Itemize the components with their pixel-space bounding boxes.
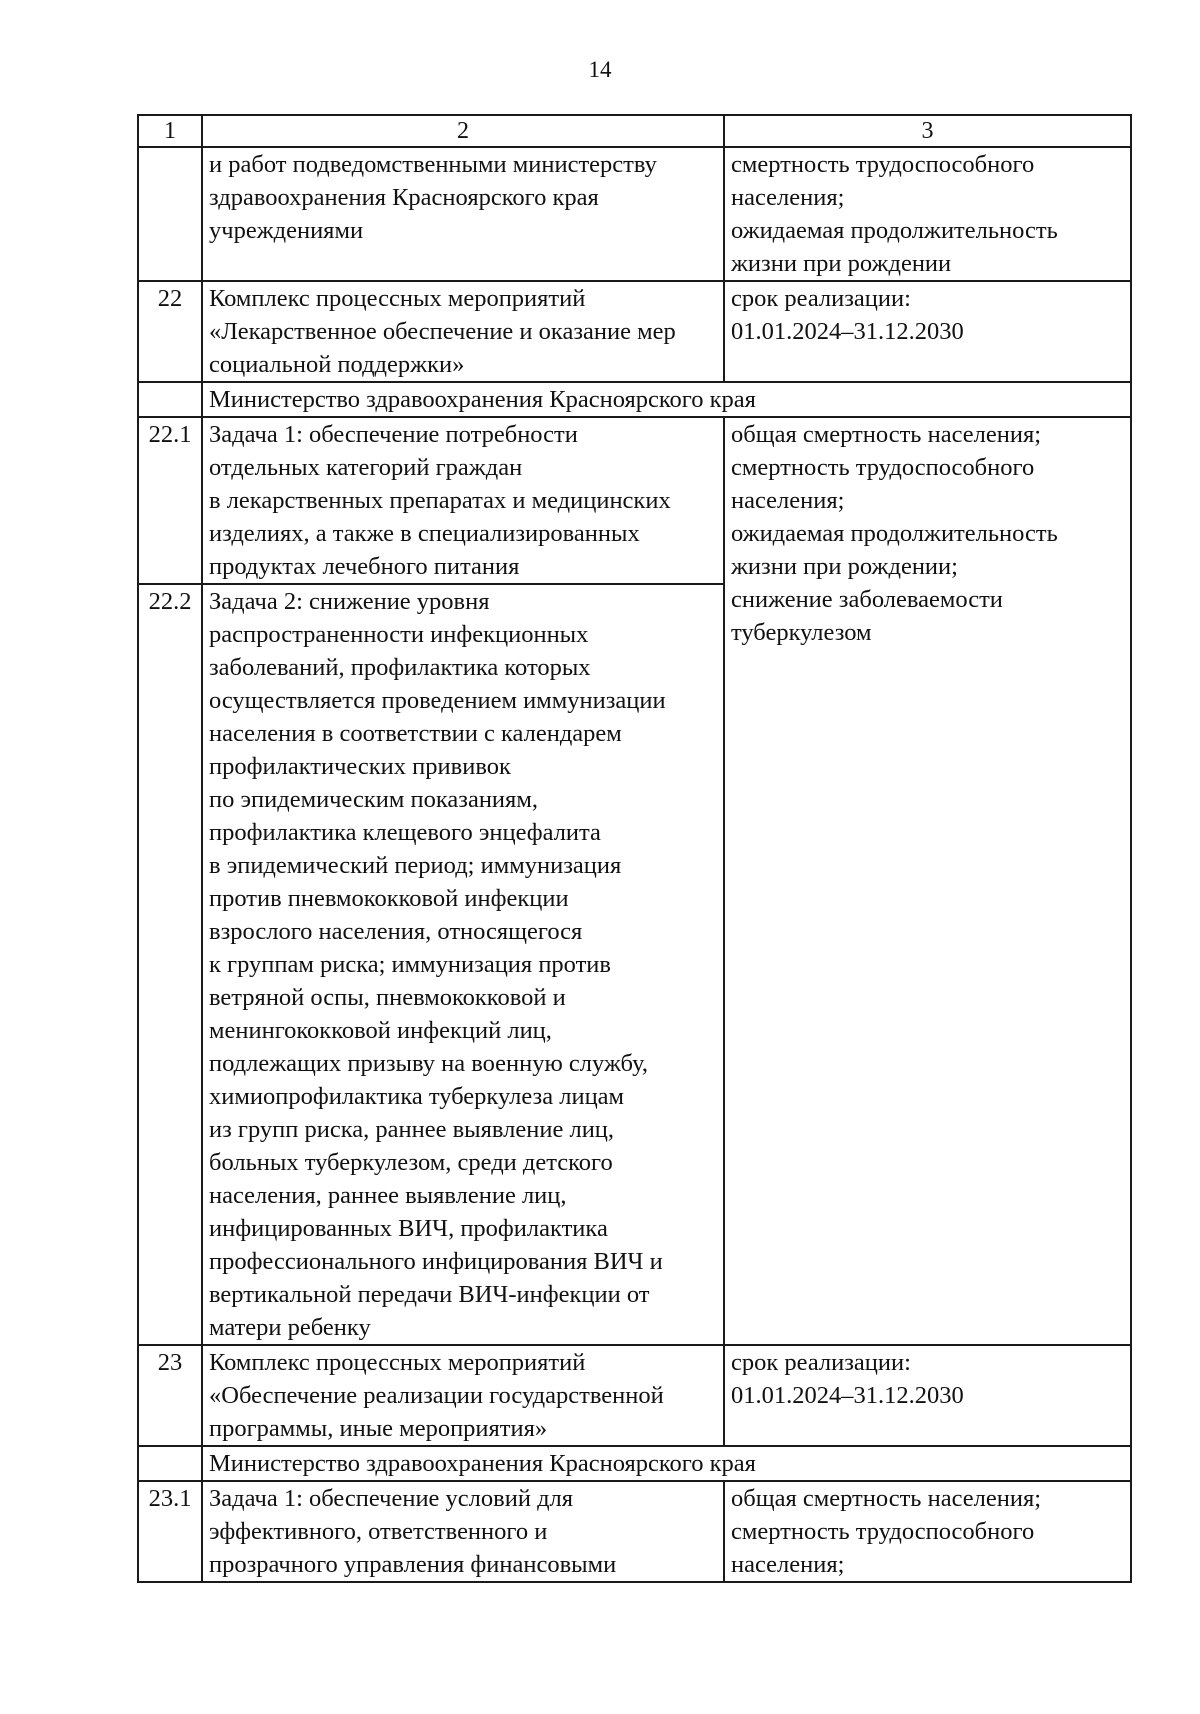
row-indicators (724, 1481, 1131, 1582)
text-line: химиопрофилактика туберкулеза лицам (209, 1083, 625, 1110)
text-line: здравоохранения Красноярского края (209, 184, 599, 211)
text-line: профессионального инфицирования ВИЧ и (209, 1248, 663, 1275)
text-line: из групп риска, раннее выявление лиц, (209, 1116, 615, 1143)
text-line: Комплекс процессных мероприятий (209, 1349, 586, 1376)
table-row-ministry-22 (138, 382, 1131, 417)
row-description (202, 1345, 724, 1446)
text-line: населения, раннее выявление лиц, (209, 1182, 567, 1209)
table-row-23 (138, 1345, 1131, 1446)
row-indicators (724, 147, 1131, 281)
row-indicators (724, 1345, 1131, 1446)
text-line: изделиях, а также в специализированных (209, 520, 640, 547)
text-line: профилактика клещевого энцефалита (209, 819, 601, 846)
row-description (202, 417, 724, 584)
row-number: 22.2 (138, 584, 202, 1345)
measures-table (137, 114, 1132, 1583)
row-number: 23.1 (138, 1481, 202, 1582)
table-header-row (138, 115, 1131, 147)
text-line: Комплекс процессных мероприятий (209, 285, 586, 312)
row-description (202, 281, 724, 382)
row-number: 22.1 (138, 417, 202, 584)
text-line: заболеваний, профилактика которых (209, 654, 591, 681)
text-line: смертность трудоспособного (731, 454, 1035, 481)
text-line: общая смертность населения; (731, 421, 1042, 448)
text-line: смертность трудоспособного (731, 1518, 1035, 1545)
row-description (202, 1481, 724, 1582)
text-line: «Обеспечение реализации государственной (209, 1382, 664, 1409)
row-number (138, 147, 202, 281)
text-line: 01.01.2024–31.12.2030 (731, 318, 964, 345)
text-line: ожидаемая продолжительность (731, 217, 1058, 244)
text-line: населения; (731, 184, 845, 211)
text-line: подлежащих призыву на военную службу, (209, 1050, 649, 1077)
text-line: снижение заболеваемости (731, 586, 1003, 613)
header-col-2: 2 (202, 115, 724, 147)
text-line: осуществляется проведением иммунизации (209, 687, 666, 714)
text-line: жизни при рождении; (731, 553, 958, 580)
text-line: Задача 1: обеспечение условий для (209, 1485, 574, 1512)
text-line: инфицированных ВИЧ, профилактика (209, 1215, 608, 1242)
text-line: срок реализации: (731, 1349, 911, 1376)
row-number: 23 (138, 1345, 202, 1446)
text-line: населения в соответствии с календарем (209, 720, 622, 747)
table-row-ministry-23 (138, 1446, 1131, 1481)
text-line: смертность трудоспособного (731, 151, 1035, 178)
text-line: населения; (731, 1551, 845, 1578)
row-indicators (724, 281, 1131, 382)
text-line: к группам риска; иммунизация против (209, 951, 611, 978)
ministry-label: Министерство здравоохранения Красноярского края (202, 1446, 1131, 1481)
text-line: Задача 2: снижение уровня (209, 588, 490, 615)
text-line: ожидаемая продолжительность (731, 520, 1058, 547)
text-line: по эпидемическим показаниям, (209, 786, 538, 813)
row-indicators-shared (724, 417, 1131, 1345)
text-line: «Лекарственное обеспечение и оказание мер (209, 318, 676, 345)
text-line: ветряной оспы, пневмококковой и (209, 984, 566, 1011)
text-line: вертикальной передачи ВИЧ-инфекции от (209, 1281, 650, 1308)
text-line: срок реализации: (731, 285, 911, 312)
text-line: профилактических прививок (209, 753, 511, 780)
ministry-label: Министерство здравоохранения Красноярского края (202, 382, 1131, 417)
text-line: социальной поддержки» (209, 351, 465, 378)
text-line: распространенности инфекционных (209, 621, 589, 648)
header-col-3: 3 (724, 115, 1131, 147)
table-row-22 (138, 281, 1131, 382)
text-line: 01.01.2024–31.12.2030 (731, 1382, 964, 1409)
text-line: матери ребенку (209, 1314, 371, 1341)
text-line: взрослого населения, относящегося (209, 918, 583, 945)
text-line: прозрачного управления финансовыми (209, 1551, 617, 1578)
table-row-23-1 (138, 1481, 1131, 1582)
text-line: отдельных категорий граждан (209, 454, 523, 481)
header-col-1: 1 (138, 115, 202, 147)
text-line: жизни при рождении (731, 250, 952, 277)
text-line: против пневмококковой инфекции (209, 885, 569, 912)
text-line: эффективного, ответственного и (209, 1518, 548, 1545)
table-row-22-1 (138, 417, 1131, 584)
row-description (202, 147, 724, 281)
text-line: менингококковой инфекций лиц, (209, 1017, 552, 1044)
page-number: 14 (588, 57, 612, 82)
text-line: учреждениями (209, 217, 364, 244)
text-line: в эпидемический период; иммунизация (209, 852, 622, 879)
text-line: населения; (731, 487, 845, 514)
row-description (202, 584, 724, 1345)
row-number: 22 (138, 281, 202, 382)
text-line: больных туберкулезом, среди детского (209, 1149, 613, 1176)
table-row-continuation (138, 147, 1131, 281)
text-line: и работ подведомственными министерству (209, 151, 657, 178)
text-line: Задача 1: обеспечение потребности (209, 421, 578, 448)
text-line: программы, иные мероприятия» (209, 1415, 548, 1442)
text-line: в лекарственных препаратах и медицинских (209, 487, 671, 514)
text-line: общая смертность населения; (731, 1485, 1042, 1512)
text-line: туберкулезом (731, 619, 872, 646)
text-line: продуктах лечебного питания (209, 553, 520, 580)
